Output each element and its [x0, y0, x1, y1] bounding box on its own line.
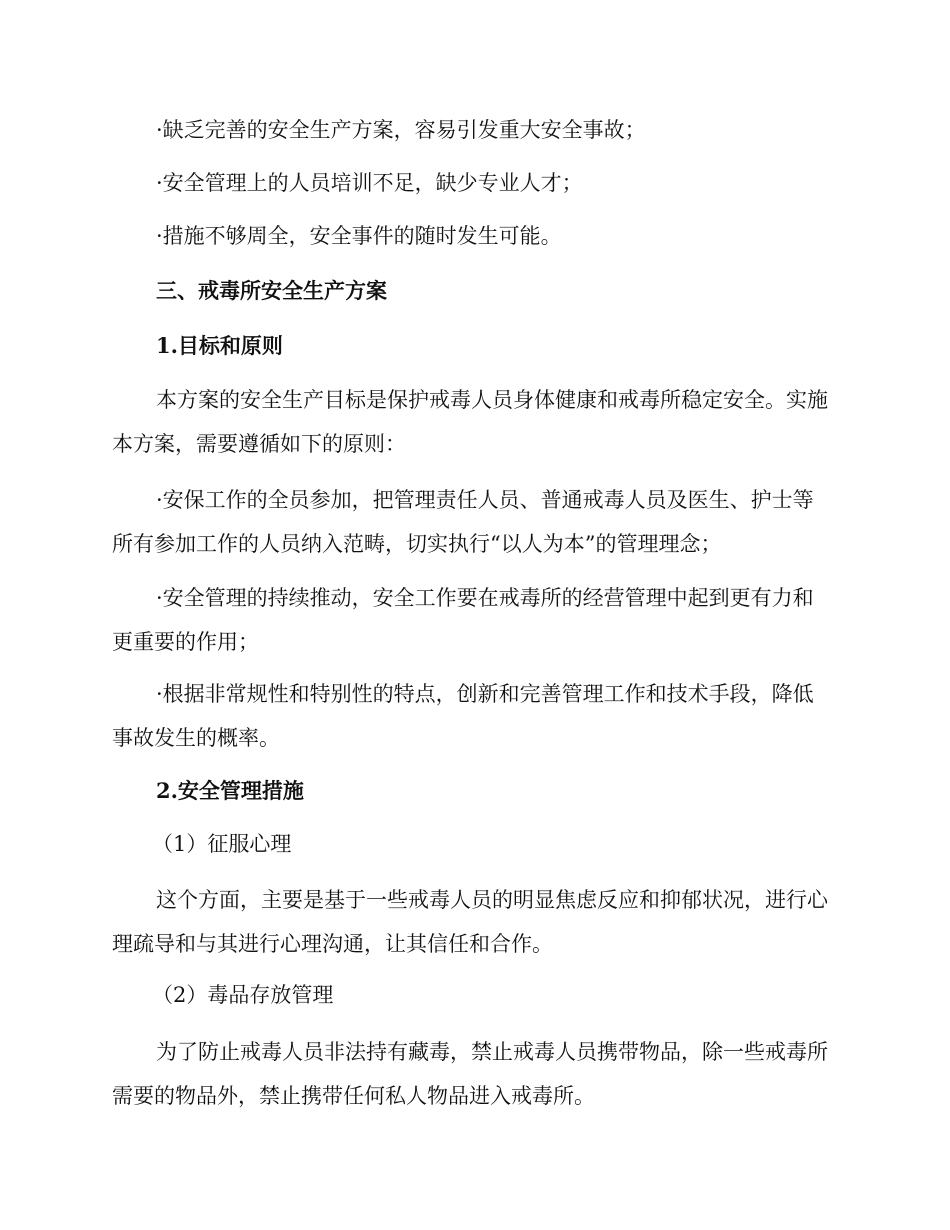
item-heading: （2）毒品存放管理 — [152, 983, 334, 1007]
section-heading: 三、戒毒所安全生产方案 — [156, 278, 387, 303]
principle-item: ·安全管理的持续推动，安全工作要在戒毒所的经营管理中起到更有力和更重要的作用； — [112, 586, 814, 654]
bullet-item: ·缺乏完善的安全生产方案，容易引发重大安全事故； — [156, 118, 646, 142]
subsection-heading: 2.安全管理措施 — [156, 778, 304, 803]
principle-item: ·安保工作的全员参加，把管理责任人员、普通戒毒人员及医生、护士等所有参加工作的人员纳入范畴，切实执行“以人为本”的管理理念； — [112, 488, 814, 556]
paragraph-goal: 本方案的安全生产目标是保护戒毒人员身体健康和戒毒所稳定安全。实施本方案，需要遵循如下的原则： — [112, 388, 828, 456]
paragraph-item1: 这个方面，主要是基于一些戒毒人员的明显焦虑反应和抑郁状况，进行心理疏导和与其进行心理沟通，让其信任和合作。 — [112, 888, 828, 956]
bullet-item: ·措施不够周全，安全事件的随时发生可能。 — [156, 224, 562, 248]
bullet-item: ·安全管理上的人员培训不足，缺少专业人才； — [156, 171, 583, 195]
paragraph-item2: 为了防止戒毒人员非法持有藏毒，禁止戒毒人员携带物品，除一些戒毒所需要的物品外，禁止携带任何私人物品进入戒毒所。 — [112, 1040, 828, 1108]
principle-item: ·根据非常规性和特别性的特点，创新和完善管理工作和技术手段，降低事故发生的概率。 — [112, 682, 814, 750]
subsection-heading: 1.目标和原则 — [156, 333, 283, 358]
item-heading: （1）征服心理 — [152, 832, 292, 856]
